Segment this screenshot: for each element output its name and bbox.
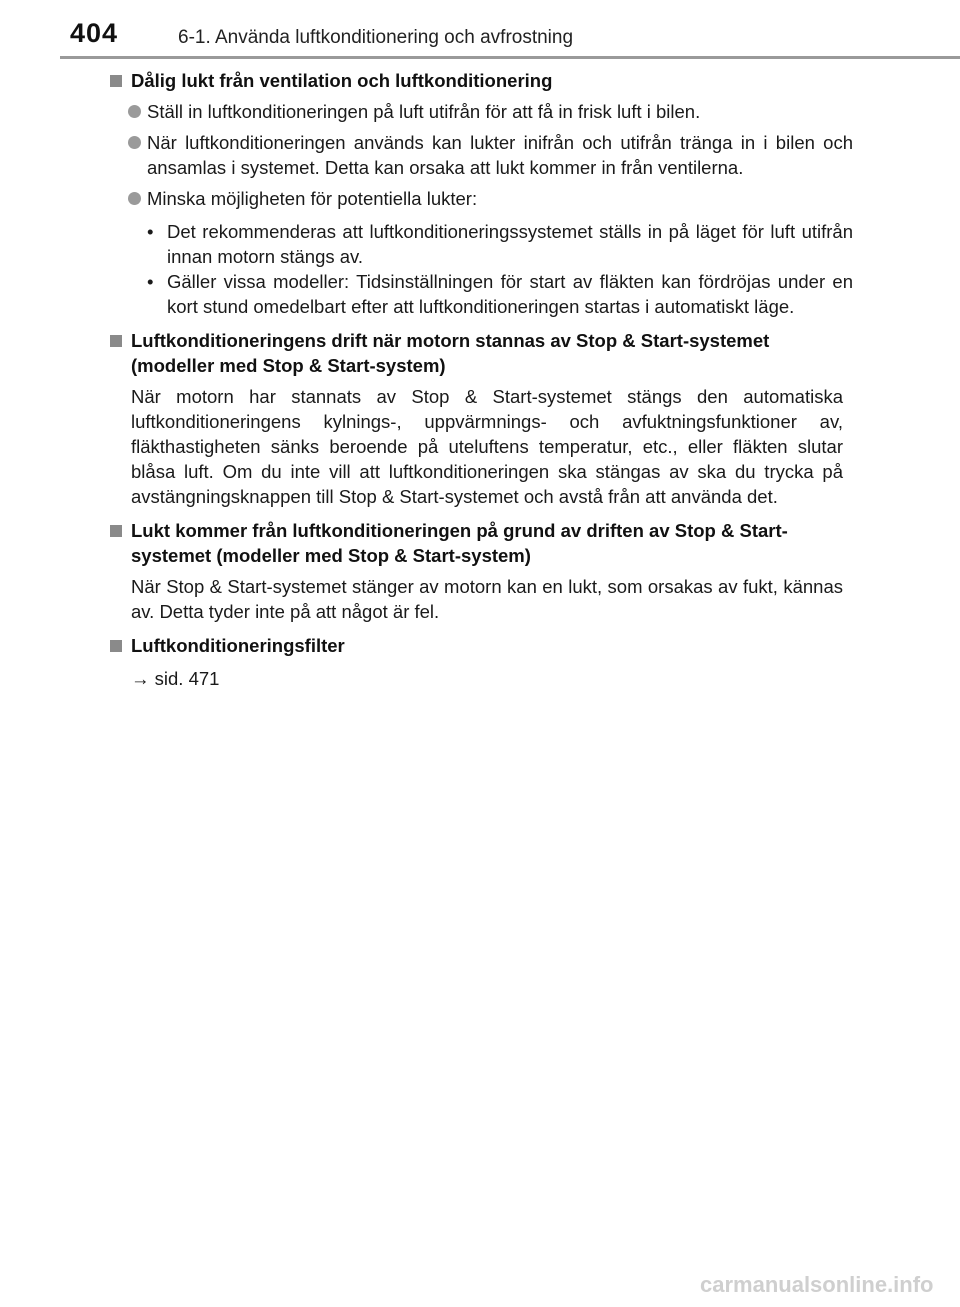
- page-number: 404: [70, 18, 119, 48]
- sub-list-item: [147, 219, 853, 269]
- bullet-text: Minska möjligheten för potentiella lukter:: [147, 188, 478, 209]
- header-rule: [60, 56, 960, 59]
- running-header: 6-1. Använda luftkonditionering och avfrostning: [178, 27, 574, 48]
- section-heading-odor: [110, 68, 853, 93]
- watermark: carmanualsonline.info: [700, 1272, 934, 1297]
- bullet-item: [110, 130, 853, 180]
- section-heading-text: Dålig lukt från ventilation och luftkonditionering: [131, 70, 553, 91]
- bullet-item: [110, 99, 853, 124]
- sub-list-text: Det rekommenderas att luftkonditioneringssystemet ställs in på läget för luft utifrån innan motorn stängs av.: [167, 221, 853, 267]
- body-paragraph: När Stop & Start-systemet stänger av motorn kan en lukt, som orsakas av fukt, kännas av. Detta tyder inte på att något är fel.: [131, 576, 843, 622]
- section-heading-stop-start-odor: [110, 518, 853, 568]
- bullet-text: När luftkonditioneringen används kan lukter inifrån och utifrån tränga in i bilen och ansamlas i systemet. Detta kan orsaka att lukt kommer in från ventilerna.: [147, 132, 853, 178]
- section-heading-text: Luftkonditioneringens drift när motorn stannas av Stop & Start-systemet (modeller med Stop & Start-system): [131, 330, 770, 376]
- page-content: [110, 68, 853, 691]
- sub-bullet-icon: •: [147, 221, 154, 242]
- sub-list-text: Gäller vissa modeller: Tidsinställningen för start av fläkten kan fördröjas under en kort stund omedelbart efter att luftkonditioneringen startas i automatiskt läge.: [167, 271, 853, 317]
- square-bullet-icon: [110, 75, 122, 87]
- bullet-text: Ställ in luftkonditioneringen på luft utifrån för att få in frisk luft i bilen.: [147, 101, 701, 122]
- page-reference-link[interactable]: → sid. 471: [131, 668, 220, 689]
- body-paragraph: När motorn har stannats av Stop & Start-systemet stängs den automatiska luftkonditioneringens kylnings-, uppvärmnings- och avfuktningsfunktioner av, fläkthastigheten sänks beroende på uteluftens temperatur, etc., eller fläkten slutar blåsa luft. Om du inte vill att luftkonditioneringen ska stängas av ska du trycka på avstängningsknappen till Stop & Start-systemet och avstå från att använda det.: [131, 386, 843, 507]
- round-bullet-icon: [128, 136, 141, 149]
- sub-list-item: [147, 269, 853, 319]
- square-bullet-icon: [110, 640, 122, 652]
- square-bullet-icon: [110, 335, 122, 347]
- round-bullet-icon: [128, 105, 141, 118]
- section-heading-text: Luftkonditioneringsfilter: [131, 635, 345, 656]
- sub-bullet-icon: •: [147, 271, 154, 292]
- section-heading-filter: [110, 633, 853, 658]
- section-heading-stop-start-operation: [110, 328, 853, 378]
- sub-list: [147, 219, 853, 319]
- section-heading-text: Lukt kommer från luftkonditioneringen på grund av driften av Stop & Start-systemet (modeller med Stop & Start-system): [131, 520, 788, 566]
- bullet-item: [110, 186, 853, 211]
- square-bullet-icon: [110, 525, 122, 537]
- round-bullet-icon: [128, 192, 141, 205]
